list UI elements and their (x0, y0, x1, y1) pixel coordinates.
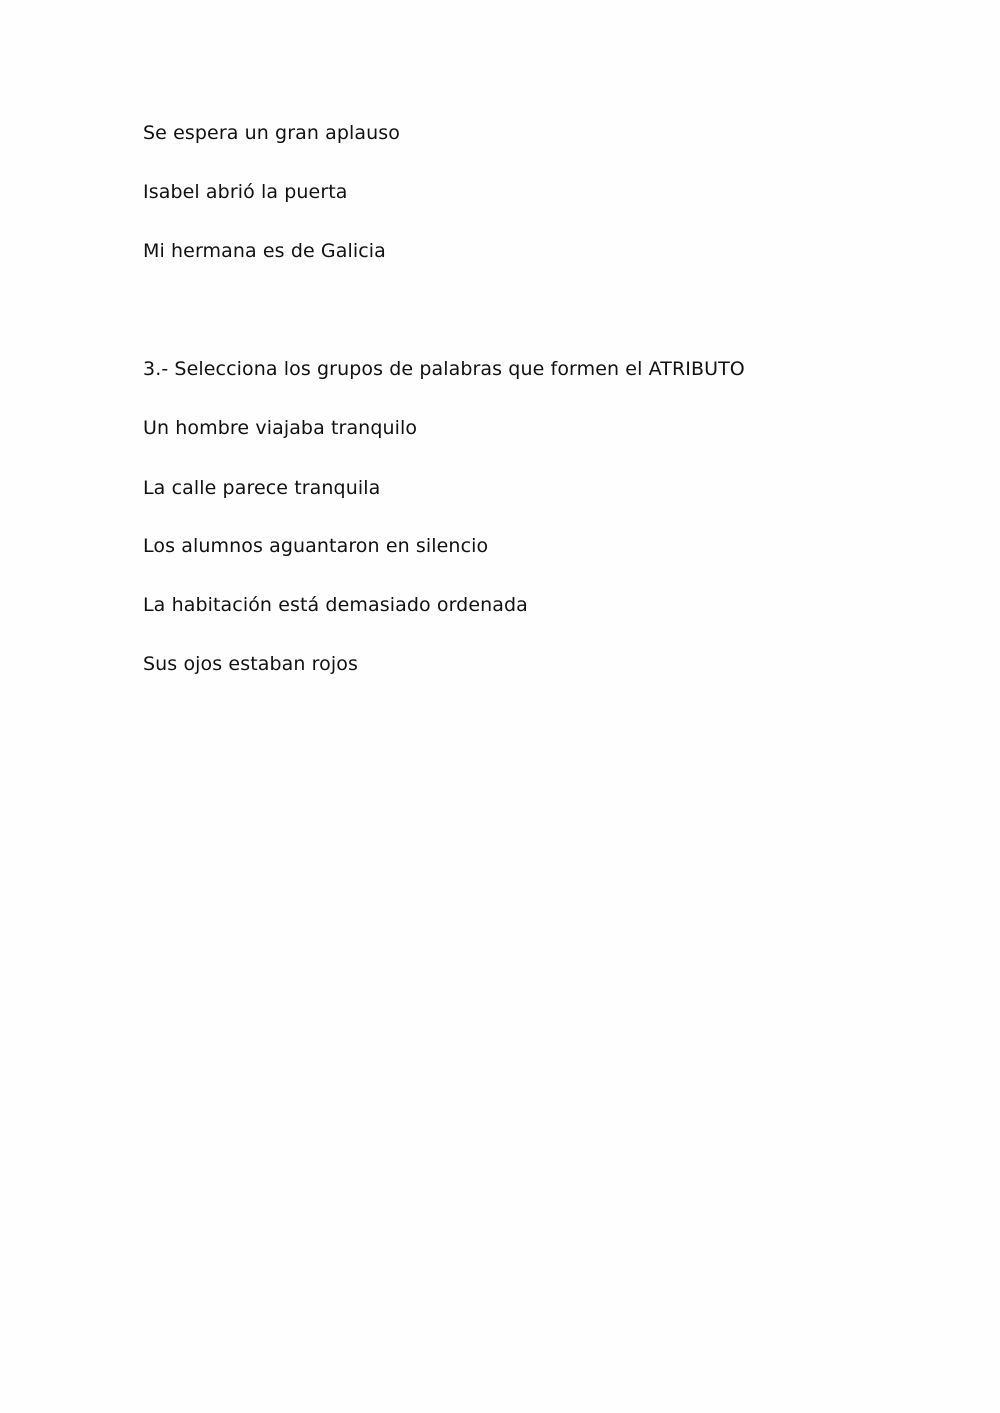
sentence-2[interactable]: Isabel abrió la puerta (143, 181, 348, 203)
exercise-3-sentence-3[interactable]: Los alumnos aguantaron en silencio (143, 535, 489, 557)
exercise-3-sentence-4[interactable]: La habitación está demasiado ordenada (143, 594, 528, 616)
sentence-3[interactable]: Mi hermana es de Galicia (143, 240, 386, 262)
sentence-1[interactable]: Se espera un gran aplauso (143, 122, 401, 144)
exercise-3-sentence-5[interactable]: Sus ojos estaban rojos (143, 653, 358, 675)
exercise-3-sentence-1[interactable]: Un hombre viajaba tranquilo (143, 417, 418, 439)
exercise-3-sentence-2[interactable]: La calle parece tranquila (143, 477, 381, 499)
exercise-3-instruction: 3.- Selecciona los grupos de palabras que formen el ATRIBUTO (143, 358, 745, 380)
